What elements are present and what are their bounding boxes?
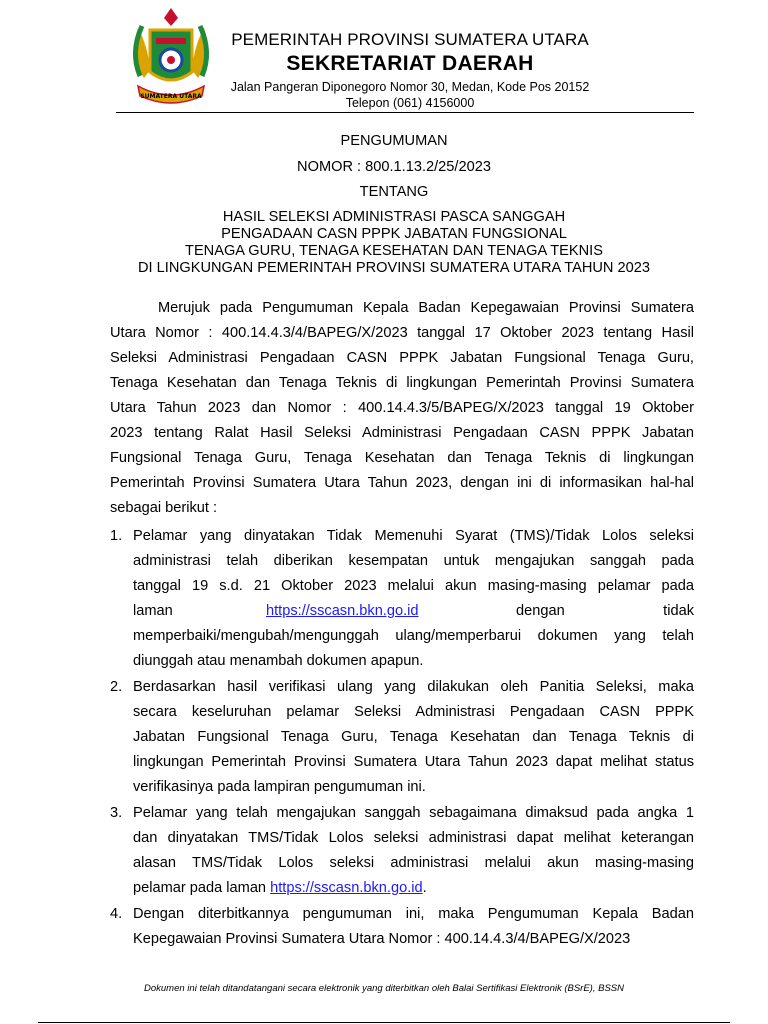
item-line: Dengan diterbitkannya pengumuman ini, maka Pengumuman Kepala Badan (133, 906, 694, 922)
item-line: Berdasarkan hasil verifikasi ulang yang dilakukan oleh Panitia Seleksi, maka (133, 679, 694, 695)
subject-line: DI LINGKUNGAN PEMERINTAH PROVINSI SUMATERA UTARA TAHUN 2023 (138, 260, 650, 276)
item-line: dan dinyatakan TMS/Tidak Lolos seleksi administrasi dapat melihat keterangan (133, 830, 694, 846)
electronic-signature-note: Dokumen ini telah ditandatangani secara elektronik yang diterbitkan oleh Balai Sertifikasi Elektronik (BSrE), BSSN (144, 983, 624, 994)
intro-line: 2023 tentang Ralat Hasil Seleksi Administrasi Pengadaan CASN PPPK Jabatan (110, 425, 694, 441)
item-line: lingkungan Pemerintah Provinsi Sumatera Utara Tahun 2023 dapat melihat status (133, 754, 694, 770)
sscasn-link[interactable]: https://sscasn.bkn.go.id (270, 880, 423, 896)
item-word: tidak (663, 603, 694, 619)
intro-line: sebagai berikut : (110, 500, 218, 516)
item-line: Pelamar yang dinyatakan Tidak Memenuhi Syarat (TMS)/Tidak Lolos seleksi (133, 528, 694, 544)
sscasn-link[interactable]: https://sscasn.bkn.go.id (266, 603, 419, 619)
office-name: SEKRETARIAT DAERAH (286, 52, 534, 75)
item-line: Pelamar yang telah mengajukan sanggah sebagaimana dimaksud pada angka 1 (133, 805, 694, 821)
announcement-number: NOMOR : 800.1.13.2/25/2023 (297, 159, 491, 175)
item-line: Kepegawaian Provinsi Sumatera Utara Nomor : 400.14.4.3/4/BAPEG/X/2023 (133, 931, 631, 947)
item-text: pelamar pada laman (133, 880, 271, 896)
emblem-banner-text: SUMATERA UTARA (140, 93, 202, 100)
item-line: secara keseluruhan pelamar Seleksi Administrasi Pengadaan CASN PPPK (133, 704, 694, 720)
item-line (133, 878, 694, 898)
intro-line: Utara Nomor : 400.14.4.3/4/BAPEG/X/2023 tanggal 17 Oktober 2023 tentang Hasil (110, 325, 694, 341)
item-line: administrasi telah diberikan kesempatan untuk mengajukan sanggah pada (133, 553, 694, 569)
office-phone: Telepon (061) 4156000 (345, 96, 475, 110)
item-word: dengan (516, 603, 565, 619)
item-line: Jabatan Fungsional Tenaga Guru, Tenaga Kesehatan dan Tenaga Teknis di (133, 729, 694, 745)
item-line: diunggah atau menambah dokumen apapun. (133, 653, 424, 669)
subject-line: PENGADAAN CASN PPPK JABATAN FUNGSIONAL (221, 226, 567, 242)
announcement-about: TENTANG (359, 184, 429, 200)
item-word: laman (133, 603, 173, 619)
item-line: alasan TMS/Tidak Lolos seleksi administrasi melalui akun masing-masing (133, 855, 694, 871)
intro-line: Utara Tahun 2023 dan Nomor : 400.14.4.3/5/BAPEG/X/2023 tanggal 19 Oktober (110, 400, 694, 416)
intro-line: Merujuk pada Pengumuman Kepala Badan Kepegawaian Provinsi Sumatera (158, 300, 694, 316)
intro-line: Pemerintah Provinsi Sumatera Utara Tahun 2023, dengan ini di informasikan hal-hal (110, 475, 694, 491)
item-number: 1. (110, 528, 123, 544)
item-link-line (133, 601, 694, 621)
item-line: memperbaiki/mengubah/mengunggah ulang/memperbarui dokumen yang telah (133, 628, 694, 644)
government-name: PEMERINTAH PROVINSI SUMATERA UTARA (231, 30, 589, 49)
subject-line: TENAGA GURU, TENAGA KESEHATAN DAN TENAGA TEKNIS (185, 243, 603, 259)
item-text: . (422, 880, 427, 896)
intro-line: Tenaga Kesehatan dan Tenaga Teknis di lingkungan Pemerintah Provinsi Sumatera (110, 375, 694, 391)
intro-line: Fungsional Tenaga Guru, Tenaga Kesehatan dan Tenaga Teknis di lingkungan (110, 450, 694, 466)
item-number: 2. (110, 679, 123, 695)
item-number: 4. (110, 906, 123, 922)
item-line: tanggal 19 s.d. 21 Oktober 2023 melalui akun masing-masing pelamar pada (133, 578, 694, 594)
subject-line: HASIL SELEKSI ADMINISTRASI PASCA SANGGAH (222, 209, 566, 225)
item-line: verifikasinya pada lampiran pengumuman ini. (133, 779, 426, 795)
office-address: Jalan Pangeran Diponegoro Nomor 30, Medan, Kode Pos 20152 (230, 80, 590, 94)
announcement-type: PENGUMUMAN (340, 133, 448, 149)
footer-divider (38, 1022, 730, 1023)
letterhead-divider (116, 112, 694, 113)
intro-line: Seleksi Administrasi Pengadaan CASN PPPK Jabatan Fungsional Tenaga Guru, (110, 350, 694, 366)
item-number: 3. (110, 805, 123, 821)
